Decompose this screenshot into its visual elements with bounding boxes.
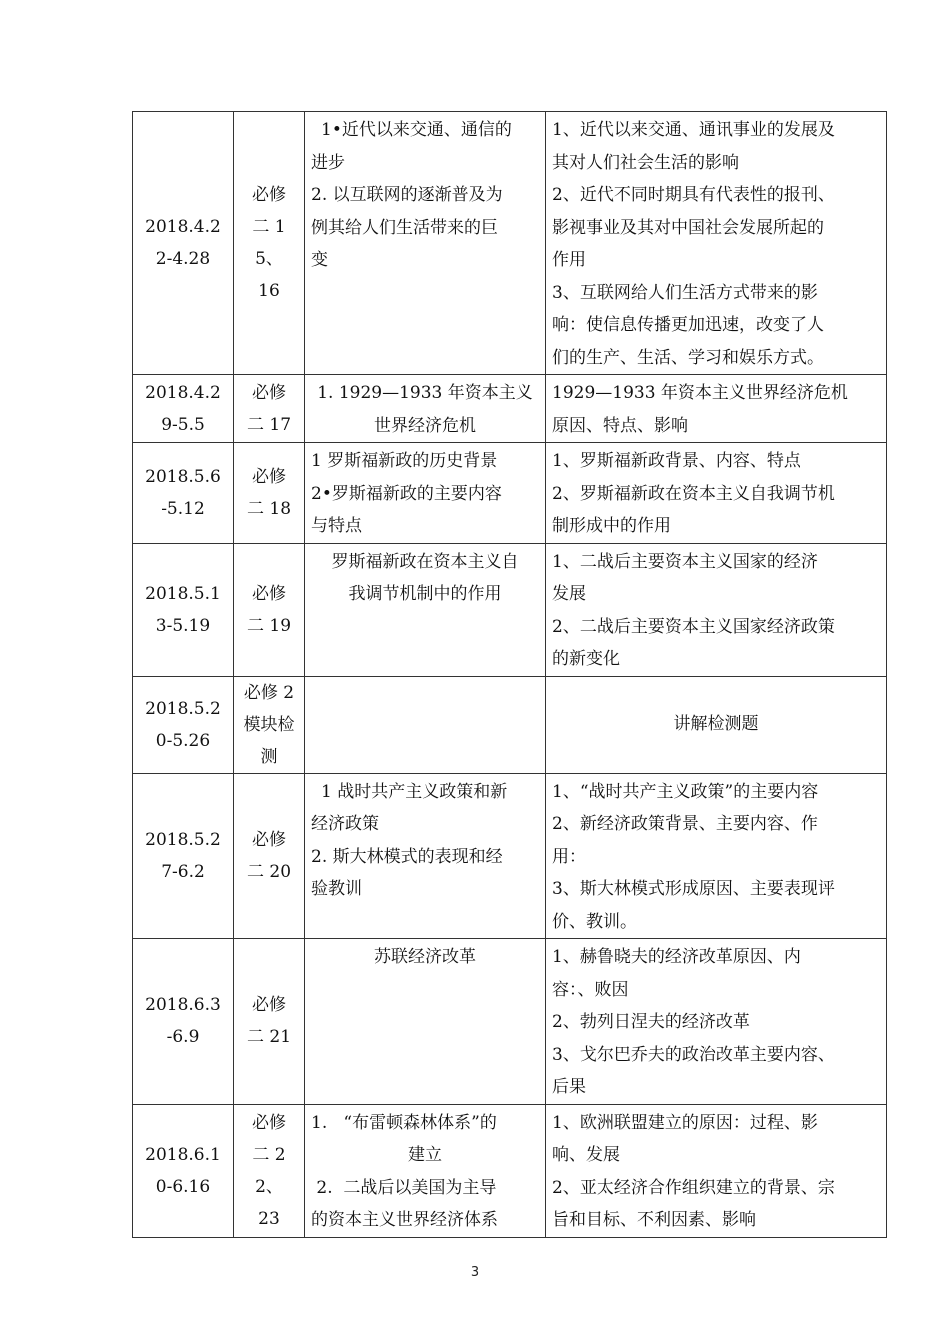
date-line: 2018.5.1 (145, 583, 221, 604)
topic-line: 进步 (311, 152, 345, 173)
topic-line: 世界经济危机 (374, 415, 476, 436)
module-line: 必修 (252, 185, 286, 205)
requirement-line: 价、教训。 (552, 911, 637, 932)
module-line: 二 17 (246, 414, 292, 435)
module-line: 5、 (255, 249, 283, 269)
topic-line: 经济政策 (311, 814, 379, 834)
topic-cell (305, 939, 546, 1105)
topic-line: 2•罗斯福新政的主要内容 (311, 483, 502, 504)
date-cell (133, 112, 234, 375)
date-line: 7-6.2 (161, 861, 205, 882)
requirement-line: 原因、特点、影响 (552, 415, 688, 436)
requirement-line: 1929—1933 年资本主义世界经济危机 (552, 383, 848, 403)
date-line: 2018.5.2 (145, 698, 221, 719)
requirement-line: 讲解检测题 (673, 714, 759, 735)
requirement-line: 旨和目标、不利因素、影响 (552, 1210, 756, 1230)
requirement-line: 1、近代以来交通、通讯事业的发展及 (552, 120, 835, 140)
topic-line: 1•近代以来交通、通信的 (321, 120, 512, 140)
module-line: 二 2 (252, 1144, 286, 1165)
topic-line: 1. “布雷顿森林体系”的 (311, 1112, 497, 1133)
date-line: -6.9 (166, 1027, 200, 1048)
table-row (133, 443, 887, 544)
date-line: 9-5.5 (161, 414, 205, 435)
topic-line: 验教训 (311, 879, 362, 899)
topic-line: 1. 1929—1933 年资本主义 (317, 383, 533, 403)
module-cell (234, 939, 305, 1105)
module-line: 16 (258, 281, 280, 301)
module-cell (234, 443, 305, 544)
date-cell (133, 773, 234, 939)
requirement-cell (546, 112, 887, 375)
requirement-line: 3、互联网给人们生活方式带来的影 (552, 282, 818, 303)
module-line: 23 (258, 1208, 280, 1229)
module-line: 必修 (252, 466, 286, 487)
requirement-line: 的新变化 (552, 649, 620, 669)
requirement-line: 2、勃列日涅夫的经济改革 (552, 1012, 750, 1032)
date-line: 0-6.16 (155, 1176, 211, 1197)
module-line: 必修 (252, 1112, 286, 1133)
module-cell (234, 375, 305, 443)
table-row (133, 1104, 887, 1237)
topic-line: 我调节机制中的作用 (348, 584, 502, 604)
module-cell (234, 1104, 305, 1237)
requirement-cell (546, 375, 887, 443)
table-row (133, 543, 887, 676)
topic-cell (305, 443, 546, 544)
topic-line: 2. 以互联网的逐渐普及为 (311, 185, 503, 205)
topic-line: 建立 (408, 1145, 442, 1165)
requirement-line: 2、新经济政策背景、主要内容、作 (552, 814, 818, 834)
date-cell (133, 676, 234, 773)
topic-line: 罗斯福新政在资本主义自 (331, 551, 519, 572)
module-line: 二 18 (246, 498, 292, 519)
requirement-line: 1、欧洲联盟建立的原因：过程、影 (552, 1112, 818, 1133)
topic-cell (305, 543, 546, 676)
requirement-line: 3、斯大林模式形成原因、主要表现评 (552, 879, 835, 899)
table-row (133, 112, 887, 375)
module-line: 二 21 (246, 1027, 292, 1048)
module-line: 2、 (255, 1176, 283, 1197)
date-line: -5.12 (161, 498, 205, 519)
module-cell (234, 112, 305, 375)
requirement-line: 2、二战后主要资本主义国家经济政策 (552, 616, 835, 637)
topic-line: 例其给人们生活带来的巨 (311, 217, 498, 238)
date-line: 2018.4.2 (145, 217, 221, 237)
module-line: 必修 (252, 583, 286, 604)
module-line: 二 20 (246, 861, 292, 882)
topic-cell (305, 676, 546, 773)
date-line: 2018.5.6 (145, 466, 221, 487)
date-line: 2018.5.2 (145, 829, 221, 850)
topic-cell (305, 112, 546, 375)
requirement-line: 作用 (552, 250, 586, 270)
module-cell (234, 543, 305, 676)
date-line: 0-5.26 (155, 730, 211, 751)
requirement-line: 2、亚太经济合作组织建立的背景、宗 (552, 1177, 835, 1198)
topic-line: 1 战时共产主义政策和新 (321, 781, 508, 802)
requirement-cell (546, 543, 887, 676)
date-line: 2018.6.3 (145, 995, 221, 1016)
date-line: 2-4.28 (155, 249, 211, 269)
requirement-line: 2、近代不同时期具有代表性的报刊、 (552, 185, 835, 205)
requirement-line: 1、二战后主要资本主义国家的经济 (552, 551, 818, 572)
requirement-line: 1、罗斯福新政背景、内容、特点 (552, 451, 801, 471)
table-row (133, 773, 887, 939)
module-line: 二 1 (252, 217, 286, 237)
date-cell (133, 543, 234, 676)
requirement-line: 2、罗斯福新政在资本主义自我调节机 (552, 483, 835, 504)
topic-line: 2. 二战后以美国为主导 (311, 1177, 497, 1198)
date-cell (133, 443, 234, 544)
requirement-cell (546, 676, 887, 773)
requirement-line: 用： (552, 846, 586, 867)
requirement-line: 1、“战时共产主义政策”的主要内容 (552, 781, 819, 802)
module-line: 模块检 (243, 714, 295, 735)
requirement-line: 们的生产、生活、学习和娱乐方式。 (552, 347, 824, 368)
topic-line: 的资本主义世界经济体系 (311, 1210, 498, 1230)
requirement-cell (546, 773, 887, 939)
topic-line: 变 (311, 250, 328, 270)
requirement-line: 容：、败因 (552, 979, 629, 1000)
topic-line: 1 罗斯福新政的历史背景 (311, 451, 498, 471)
date-cell (133, 375, 234, 443)
requirement-line: 响：使信息传播更加迅速，改变了人 (552, 315, 824, 335)
requirement-line: 响、发展 (552, 1145, 620, 1165)
date-cell (133, 939, 234, 1105)
module-line: 必修 (252, 382, 286, 403)
module-line: 二 19 (246, 615, 292, 636)
requirement-line: 3、戈尔巴乔夫的政治改革主要内容、 (552, 1044, 835, 1065)
requirement-line: 影视事业及其对中国社会发展所起的 (552, 217, 824, 238)
module-cell (234, 773, 305, 939)
module-line: 必修 (252, 995, 286, 1016)
table-row (133, 375, 887, 443)
date-line: 3-5.19 (155, 615, 211, 636)
requirement-line: 后果 (552, 1077, 586, 1097)
requirement-line: 1、赫鲁晓夫的经济改革原因、内 (552, 947, 801, 967)
module-line: 必修 2 (243, 682, 295, 703)
requirement-line: 发展 (552, 584, 586, 604)
module-line: 必修 (252, 829, 286, 850)
schedule-table (132, 111, 887, 1238)
requirement-cell (546, 443, 887, 544)
requirement-line: 制形成中的作用 (552, 516, 671, 536)
topic-line: 苏联经济改革 (374, 947, 476, 967)
topic-cell (305, 773, 546, 939)
requirement-cell (546, 1104, 887, 1237)
module-line: 测 (260, 746, 278, 767)
table-row (133, 939, 887, 1105)
date-cell (133, 1104, 234, 1237)
date-line: 2018.6.1 (145, 1144, 221, 1165)
page-number: 3 (470, 1265, 480, 1280)
topic-line: 与特点 (311, 516, 362, 536)
requirement-cell (546, 939, 887, 1105)
topic-cell (305, 375, 546, 443)
table-row (133, 676, 887, 773)
topic-line: 2. 斯大林模式的表现和经 (311, 846, 503, 867)
module-cell (234, 676, 305, 773)
topic-cell (305, 1104, 546, 1237)
requirement-line: 其对人们社会生活的影响 (552, 152, 739, 173)
date-line: 2018.4.2 (145, 382, 221, 403)
